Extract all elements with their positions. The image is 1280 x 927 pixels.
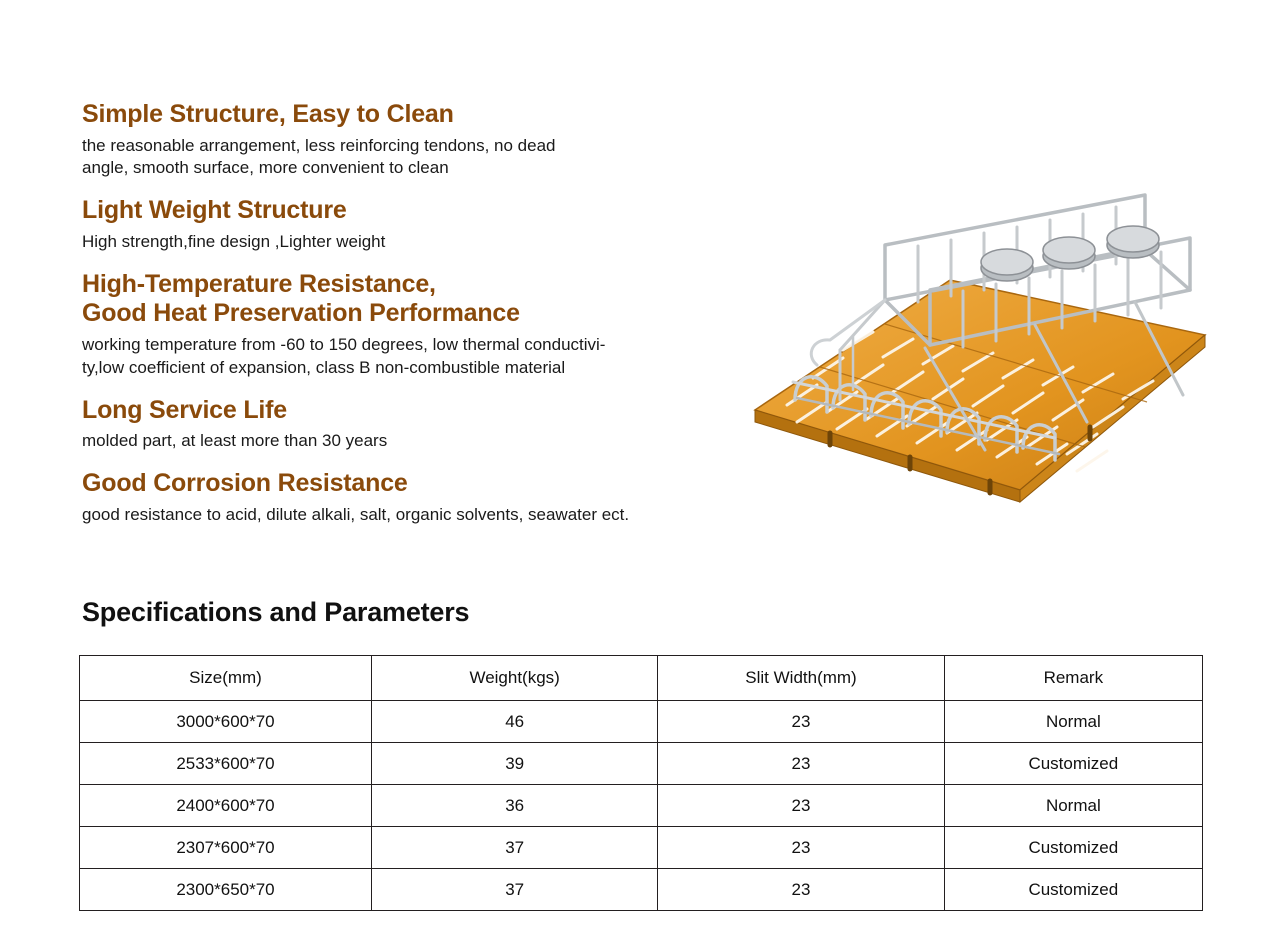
feature-block <box>82 396 742 453</box>
column-header-size: Size(mm) <box>80 656 372 701</box>
cell-size: 2533*600*70 <box>80 743 372 785</box>
cell-size: 3000*600*70 <box>80 701 372 743</box>
feature-title-line1: Good Corrosion Resistance <box>82 469 408 498</box>
cell-slit-width: 23 <box>658 785 944 827</box>
cell-size: 2400*600*70 <box>80 785 372 827</box>
feature-block <box>82 100 742 180</box>
feature-body <box>82 135 682 181</box>
feature-body-line2: ty,low coefficient of expansion, class B non-combustible material <box>82 357 566 377</box>
cell-remark: Customized <box>944 827 1202 869</box>
table-row <box>80 785 1203 827</box>
feature-title-line1: Long Service Life <box>82 395 287 424</box>
cell-size: 2307*600*70 <box>80 827 372 869</box>
feed-trough-group <box>981 226 1159 281</box>
features-section <box>82 100 742 527</box>
cell-slit-width: 23 <box>658 827 944 869</box>
feature-title-line1: Simple Structure, Easy to Clean <box>82 100 454 128</box>
cell-remark: Normal <box>944 701 1202 743</box>
feature-title-line2: Good Heat Preservation Performance <box>82 299 520 328</box>
cell-remark: Normal <box>944 785 1202 827</box>
table-row <box>80 827 1203 869</box>
cell-weight: 36 <box>371 785 657 827</box>
cell-weight: 37 <box>371 827 657 869</box>
cell-slit-width: 23 <box>658 869 944 911</box>
feature-title <box>82 100 742 130</box>
feature-title <box>82 396 742 426</box>
feature-body-line1: the reasonable arrangement, less reinforcing tendons, no dead <box>82 135 556 155</box>
feature-body-line1: High strength,fine design ,Lighter weight <box>82 231 386 251</box>
feature-title <box>82 469 742 499</box>
cell-weight: 39 <box>371 743 657 785</box>
feature-body-line1: working temperature from -60 to 150 degrees, low thermal conductivi- <box>82 334 606 354</box>
feature-body-line2: angle, smooth surface, more convenient to clean <box>82 158 449 178</box>
cell-weight: 37 <box>371 869 657 911</box>
slat-floor-group <box>755 280 1205 502</box>
specifications-heading: Specifications and Parameters <box>82 597 470 627</box>
table-header-row <box>80 656 1203 701</box>
feature-body <box>82 504 682 527</box>
column-header-remark: Remark <box>944 656 1202 701</box>
column-header-slit-width: Slit Width(mm) <box>658 656 944 701</box>
cell-slit-width: 23 <box>658 701 944 743</box>
feature-body-line1: molded part, at least more than 30 years <box>82 431 388 451</box>
table-row <box>80 743 1203 785</box>
cell-remark: Customized <box>944 869 1202 911</box>
feature-body <box>82 231 682 254</box>
table-row <box>80 869 1203 911</box>
cell-weight: 46 <box>371 701 657 743</box>
feature-title-line1: Light Weight Structure <box>82 196 347 225</box>
feature-title <box>82 270 742 329</box>
cell-slit-width: 23 <box>658 743 944 785</box>
column-header-weight: Weight(kgs) <box>371 656 657 701</box>
product-image <box>735 150 1235 530</box>
feature-body <box>82 430 682 453</box>
cell-size: 2300*650*70 <box>80 869 372 911</box>
feature-title-line1: High-Temperature Resistance, <box>82 269 436 298</box>
feature-title <box>82 196 742 226</box>
feature-block <box>82 270 742 380</box>
feature-body-line1: good resistance to acid, dilute alkali, salt, organic solvents, seawater ect. <box>82 504 630 524</box>
feature-block <box>82 196 742 253</box>
feature-body <box>82 334 682 380</box>
table-row <box>80 701 1203 743</box>
specifications-table <box>79 655 1203 911</box>
feature-block <box>82 469 742 526</box>
cell-remark: Customized <box>944 743 1202 785</box>
